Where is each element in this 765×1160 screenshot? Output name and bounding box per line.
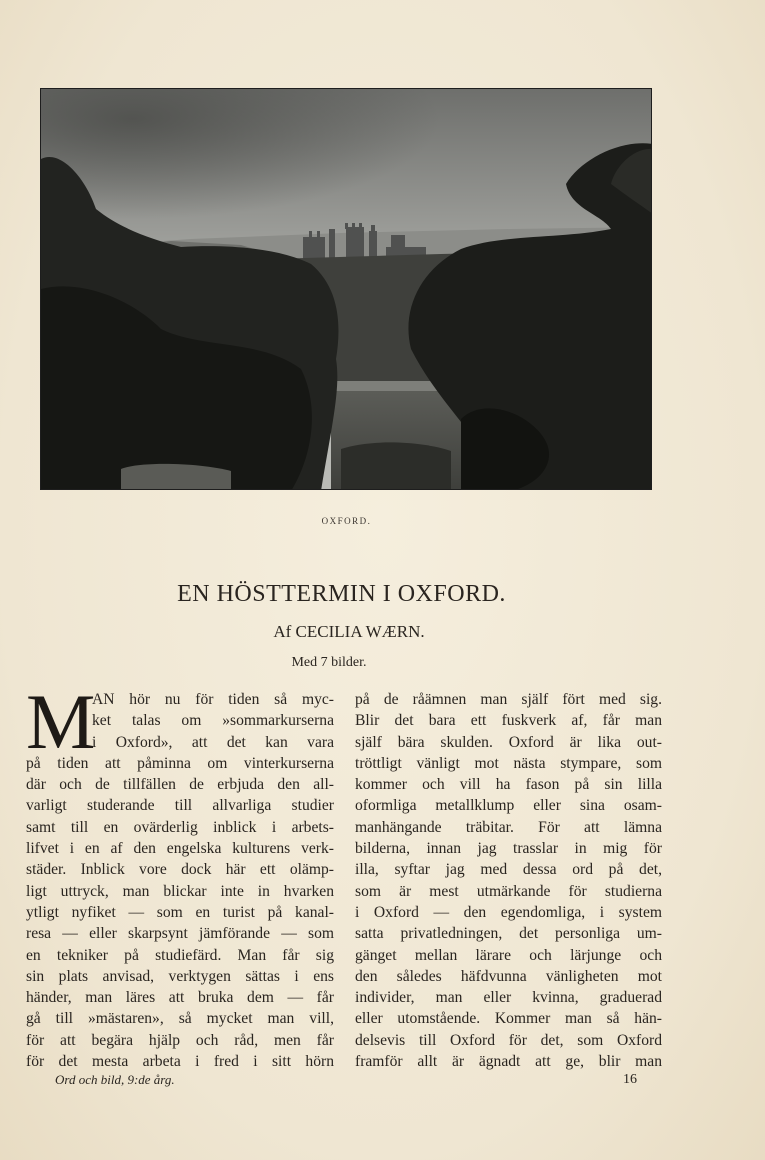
text-line: AN hör nu för tiden så myc- <box>92 691 334 708</box>
left-text-column <box>26 678 334 1072</box>
text-line: oformliga metallklump eller sina osam- <box>355 797 662 815</box>
oxford-photograph <box>40 88 652 490</box>
text-line: lifvet i en af den engelska kulturens verk- <box>26 840 334 858</box>
text-line: gå till »mästaren», så mycket man vill, <box>26 1010 334 1028</box>
drop-cap: M <box>26 678 96 765</box>
text-line: den således häfdvunna vänligheten mot <box>355 967 662 985</box>
article-subtitle: Med 7 bilder. <box>291 655 367 670</box>
text-line: kommer och vill ha fason på sin lilla <box>355 776 662 794</box>
text-line: händer, man läres att bruka dem — får <box>26 989 334 1007</box>
text-line: individer, man eller kvinna, graduerad <box>355 989 662 1007</box>
text-line: tröttligt vänligt mot nästa stympare, som <box>355 754 662 772</box>
right-text-column <box>355 689 662 1072</box>
text-line: där och de tillfällen de erbjuda den all- <box>26 776 334 794</box>
text-line: manhängande träbitar. För att lämna <box>355 818 662 836</box>
photograph-illustration <box>41 89 652 490</box>
text-line: i Oxford», att det kan vara <box>92 733 334 751</box>
text-line: i Oxford — den egendomliga, i system <box>355 903 662 921</box>
text-line: själf bära skulden. Oxford är lika out- <box>355 733 662 751</box>
text-line: sin plats anvisad, verktygen sättas i ens <box>26 967 334 985</box>
journal-footer: Ord och bild, 9:de årg. <box>55 1072 175 1087</box>
text-line: gänget mellan lärare och lärjunge och <box>355 946 662 964</box>
page-number: 16 <box>623 1072 637 1087</box>
photo-caption: OXFORD. <box>321 516 372 526</box>
text-line: städer. Inblick vore dock här ett olämp- <box>26 861 334 879</box>
text-line: för det mesta arbeta i fred i sitt hörn <box>26 1053 334 1071</box>
text-line: Blir det bara ett fuskverk af, får man <box>355 712 662 730</box>
text-line: satta privatledningen, det personliga um- <box>355 925 662 943</box>
text-line: en tekniker på studiefärd. Man får sig <box>26 946 334 964</box>
text-line: samt till en ovärderlig inblick i arbets- <box>26 818 334 836</box>
text-line: bilderna, innan jag trasslar in mig för <box>355 840 662 858</box>
text-line: som är mest utmärkande för studierna <box>355 882 662 900</box>
text-line: ytligt nyfiket — som en turist på kanal- <box>26 903 334 921</box>
text-line: delsevis till Oxford för det, som Oxford <box>355 1031 662 1049</box>
text-line: ket talas om »sommarkurserna <box>92 712 334 730</box>
text-line: på tiden att påminna om vinterkurserna <box>26 754 334 772</box>
text-line: resa — eller skarpsynt jämförande — som <box>26 925 334 943</box>
text-line: illa, syftar jag med dessa ord på det, <box>355 861 662 879</box>
text-line: eller utomstående. Kommer man så hän- <box>355 1010 662 1028</box>
text-line: varligt studerande till allvarliga studier <box>26 797 334 815</box>
article-title: EN HÖSTTERMIN I OXFORD. <box>177 581 506 607</box>
text-line: för att begära hjälp och råd, men får <box>26 1031 334 1049</box>
text-line: framför allt är ägnadt att ge, blir man <box>355 1053 662 1071</box>
text-line: ligt uttryck, man blickar inte in hvarken <box>26 882 334 900</box>
article-author: Af CECILIA WÆRN. <box>273 622 425 641</box>
text-line: på de råämnen man själf fört med sig. <box>355 691 662 708</box>
